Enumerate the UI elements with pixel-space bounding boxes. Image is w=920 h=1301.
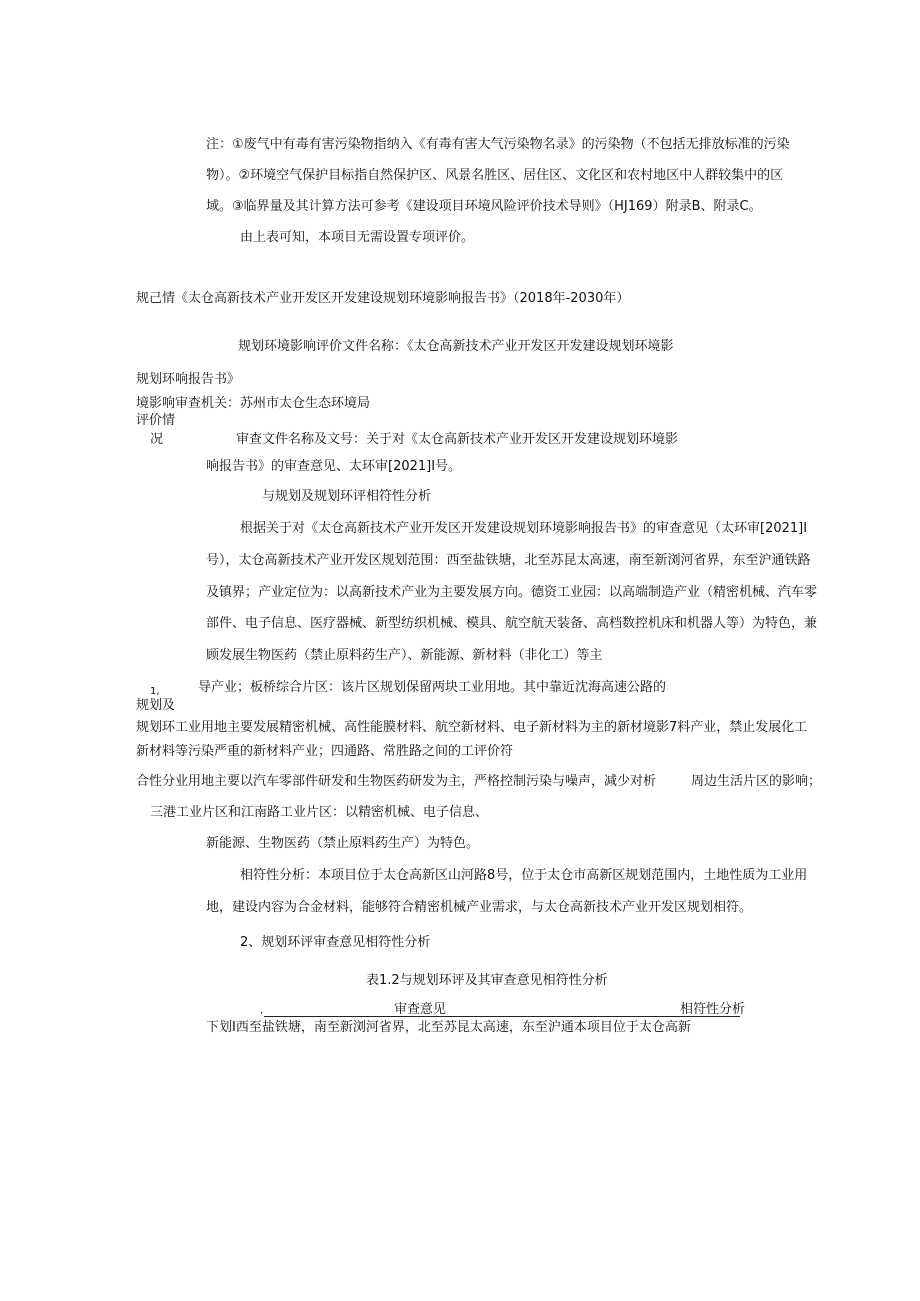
table-row: 下划I西至盐铁塘，南至新浏河省界，北至苏昆太高速，东至沪通本项目位于太仓高新 [206, 1020, 691, 1035]
review-document: 审查文件名称及文号：关于对《太仓高新技术产业开发区开发建设规划环境影 [236, 432, 679, 447]
table-header-conformity: 相符性分析 [680, 1002, 746, 1017]
table-header-marker: , [260, 1005, 264, 1016]
analysis-para-line-2: 号），太仓高新技术产业开发区规划范围：西至盐铁塘，北至苏昆太高速，南至新浏河省界，东至沪通铁路 [206, 553, 811, 568]
conclusion-text: 由上表可知，本项目无需设置专项评价。 [240, 230, 475, 245]
analysis-para-line-9-tail: 周边生活片区的影响； [691, 774, 822, 789]
analysis-para-line-7: 规划环工业用地主要发展精密机械、高性能膜材料、航空新材料、电子新材料为主的新材境影7料产业，禁止发展化工 [136, 720, 808, 735]
side-label-evaluation: 评价情 [136, 413, 176, 428]
review-authority: 境影响审查机关：苏州市太仓生态环境局 [136, 396, 371, 411]
table-header-rule [264, 1016, 740, 1017]
planning-file-name: 规划环境影响评价文件名称：《太仓高新技术产业开发区开发建设规划环境影 [238, 339, 674, 354]
table-header-review-opinion: 审查意见 [394, 1002, 447, 1017]
analysis-marker: 1, [150, 686, 160, 697]
side-label-status: 况 [150, 432, 164, 447]
note-line-2: 物）。②环境空气保护目标指自然保护区、风景名胜区、居住区、文化区和农村地区中人群较集中的区 [206, 168, 784, 183]
analysis-para-line-9: 合性分业用地主要以汽车零部件研发和生物医药研发为主，严格控制污染与噪声，减少对析 [136, 774, 657, 789]
analysis-para-line-6: 导产业；板桥综合片区：该片区规划保留两块工业用地。其中靠近沈海高速公路的 [198, 680, 667, 695]
analysis-para-line-10: 三港工业片区和江南路工业片区：以精密机械、电子信息、 [150, 805, 489, 820]
note-line-1: 注：①废气中有毒有害污染物指纳入《有毒有害大气污染物名录》的污染物（不包括无排放标准的污染 [206, 137, 790, 152]
section-2-heading: 2、规划环评审查意见相符性分析 [240, 935, 431, 950]
planning-file-name-cont: 规划环响报告书》 [136, 372, 241, 387]
analysis-para-line-4: 部件、电子信息、医疗器械、新型纺织机械、模具、航空航天装备、高档数控机床和机器人等）为特色，兼 [206, 616, 818, 631]
table-caption: 表1.2与规划环评及其审查意见相符性分析 [366, 973, 608, 988]
analysis-para-line-8: 新材料等污染严重的新材料产业；四通路、常胜路之间的工评价符 [136, 744, 514, 759]
analysis-para-line-3: 及镇界；产业定位为：以高新技术产业为主要发展方向。德资工业园：以高端制造产业（精密机械、汽车零 [206, 585, 818, 600]
analysis-heading: 与规划及规划环评相符性分析 [262, 489, 432, 504]
analysis-para-line-1: 根据关于对《太仓高新技术产业开发区开发建设规划环境影响报告书》的审查意见（太环审[2021]I [240, 521, 808, 536]
note-line-3: 域。③临界量及其计算方法可参考《建设项目环境风险评价技术导则》（HJ169）附录B、附录C。 [206, 199, 762, 214]
conformity-line-1: 相符性分析：本项目位于太仓高新区山河路8号，位于太仓市高新区规划范围内，土地性质为工业用 [240, 868, 808, 883]
review-document-cont: 响报告书》的审查意见、太环审[2021]I号。 [206, 459, 462, 474]
planning-heading: 规己情《太仓高新技术产业开发区开发建设规划环境影响报告书》（2018年-2030年） [136, 291, 630, 306]
side-label-planning: 规划及 [136, 698, 176, 713]
analysis-para-line-11: 新能源、生物医药（禁止原料药生产）为特色。 [206, 836, 480, 851]
analysis-para-line-5: 顾发展生物医药（禁止原料药生产）、新能源、新材料（非化工）等主 [206, 648, 603, 663]
conformity-line-2: 地，建设内容为合金材料，能够符合精密机械产业需求，与太仓高新技术产业开发区规划相符。 [206, 900, 753, 915]
